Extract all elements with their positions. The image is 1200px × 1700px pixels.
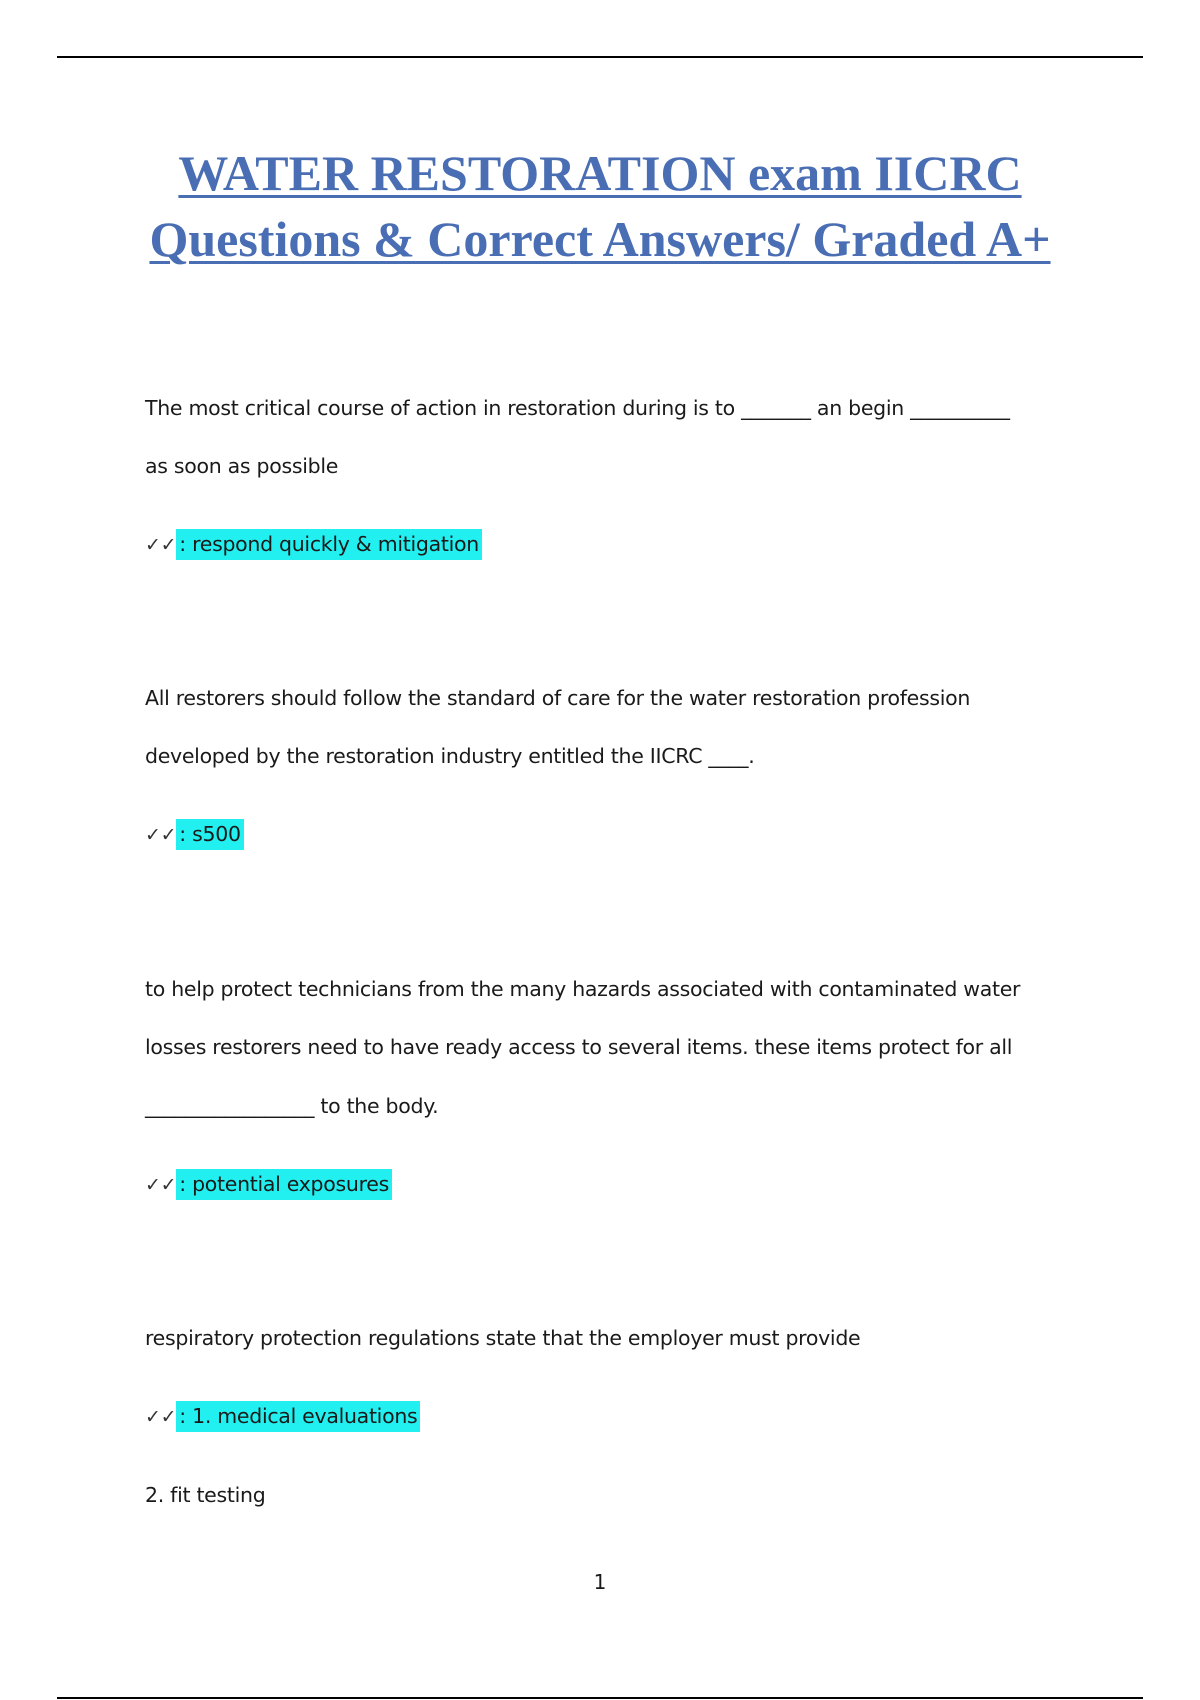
answer-row	[145, 529, 482, 560]
title-line-2: Questions & Correct Answers/ Graded A+	[149, 211, 1051, 267]
question-text-line: All restorers should follow the standard of care for the water restoration profession	[145, 686, 971, 710]
question-text-line: The most critical course of action in restoration during is to _______ an begin __________	[145, 396, 1010, 420]
question-text-line: _________________ to the body.	[145, 1094, 439, 1118]
answer-highlight: : s500	[176, 819, 243, 850]
question-text-line: as soon as possible	[145, 454, 339, 478]
answer-continuation-line: 2. fit testing	[145, 1483, 266, 1507]
answer-row	[145, 1169, 392, 1200]
double-check-icon: ✓✓	[145, 1405, 177, 1428]
page-number: 1	[593, 1570, 607, 1594]
answer-row	[145, 1401, 420, 1432]
question-text-line: respiratory protection regulations state that the employer must provide	[145, 1326, 861, 1350]
double-check-icon: ✓✓	[145, 533, 177, 556]
question-text-line: to help protect technicians from the many hazards associated with contaminated water	[145, 977, 1021, 1001]
title-line-1: WATER RESTORATION exam IICRC	[178, 145, 1022, 201]
double-check-icon: ✓✓	[145, 823, 177, 846]
answer-highlight: : 1. medical evaluations	[176, 1401, 420, 1432]
question-text-line: losses restorers need to have ready access to several items. these items protect for all	[145, 1035, 1013, 1059]
question-text-line: developed by the restoration industry entitled the IICRC ____.	[145, 744, 755, 768]
answer-highlight: : potential exposures	[176, 1169, 392, 1200]
document-title	[0, 140, 1200, 272]
answer-row	[145, 819, 244, 850]
top-rule	[57, 56, 1143, 58]
bottom-rule	[57, 1697, 1143, 1699]
double-check-icon: ✓✓	[145, 1173, 177, 1196]
answer-highlight: : respond quickly & mitigation	[176, 529, 482, 560]
